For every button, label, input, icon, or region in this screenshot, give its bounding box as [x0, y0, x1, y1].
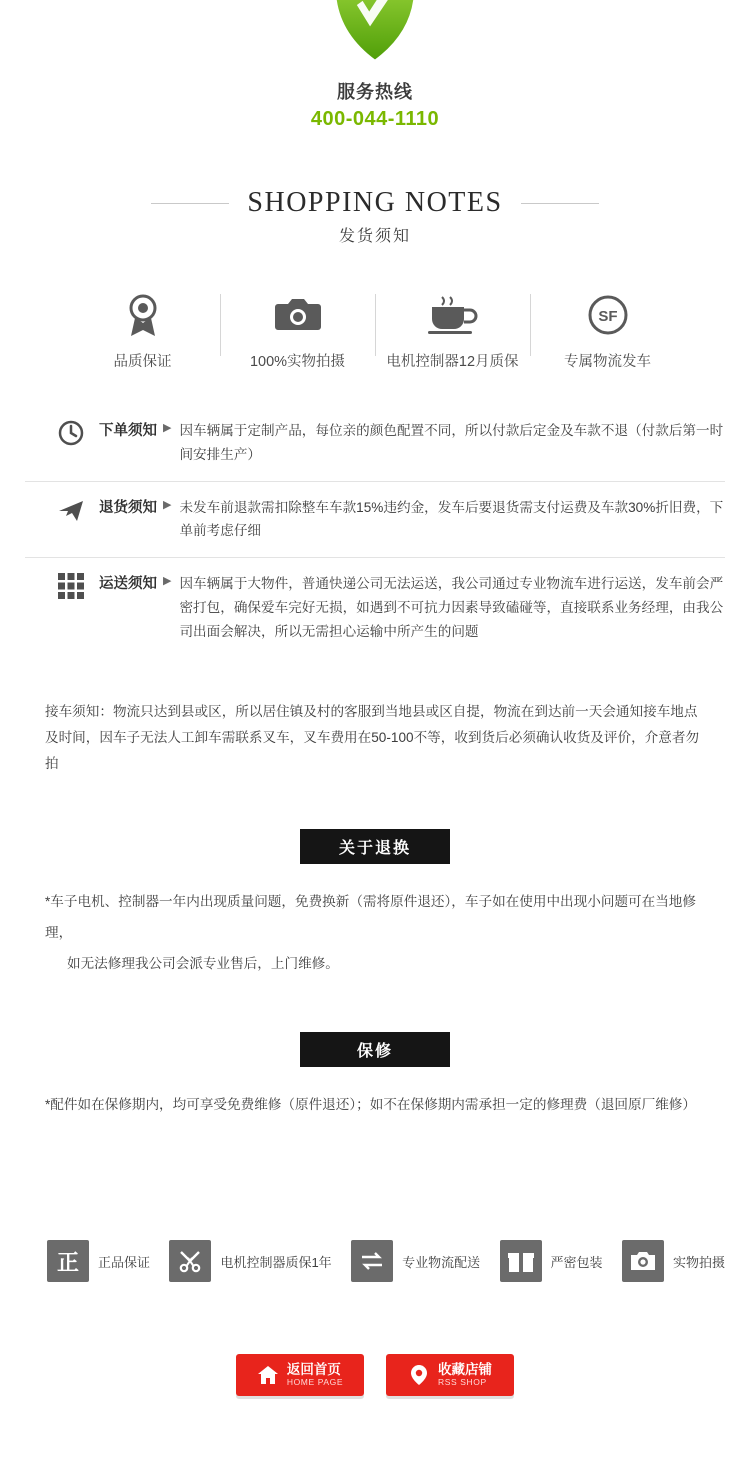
- notice-list: [25, 405, 725, 657]
- exchange-line-1: *车子电机、控制器一年内出现质量问题，免费换新（需将原件退还），车子如在使用中出现小问题可在当地修理，: [45, 893, 696, 941]
- badge-label: 严密包装: [550, 1254, 603, 1270]
- notice-shipping: [25, 558, 725, 657]
- sf-express-icon: [536, 292, 679, 338]
- camera-icon: [226, 292, 369, 338]
- location-pin-icon: [408, 1364, 430, 1386]
- badge-genuine: [47, 1240, 150, 1282]
- feature-label: 100%实物拍摄: [249, 354, 346, 370]
- airplane-icon: [51, 496, 91, 523]
- feature-motor-warranty: [375, 292, 530, 371]
- medal-icon: [71, 292, 214, 338]
- zheng-seal-icon: 正: [47, 1240, 89, 1282]
- feature-label: 专属物流发车: [564, 354, 651, 370]
- badge-label: 电机控制器质保1年: [220, 1254, 332, 1270]
- notice-text: 未发车前退款需扣除整车车款15%违约金，发车后要退货需支付运费及车款30%折旧费，下单前考虑仔细: [179, 499, 724, 539]
- badge-label: 专业物流配送: [402, 1254, 481, 1270]
- notice-order: [25, 405, 725, 482]
- notice-text: 因车辆属于大物件，普通快递公司无法运送，我公司通过专业物流车进行运送，发车前会严密打包，确保爱车完好无损，如遇到不可抗力因素导致磕碰等，直接联系业务经理，由我公司出面会解决，所以无需担心运输中所产生的问题: [179, 576, 724, 639]
- warranty-banner: 保修: [300, 1032, 450, 1067]
- shield-icon: [320, 0, 430, 66]
- feature-label: 电机控制器12月质保: [386, 354, 519, 370]
- feature-list: [65, 292, 685, 371]
- hotline-block: [0, 0, 750, 131]
- badge-real-photo: [622, 1240, 725, 1282]
- exchange-banner: 关于退换: [300, 829, 450, 864]
- warranty-text: [45, 1089, 705, 1120]
- tools-icon: [169, 1240, 211, 1282]
- divider-right: [521, 203, 599, 204]
- shipping-arrows-icon: [351, 1240, 393, 1282]
- favorite-shop-label-en: RSS SHOP: [438, 1376, 487, 1387]
- notice-arrow-icon: ▶: [163, 422, 172, 434]
- home-page-button[interactable]: [236, 1354, 364, 1396]
- favorite-shop-button[interactable]: [386, 1354, 514, 1396]
- badge-label: 实物拍摄: [672, 1254, 725, 1270]
- shopping-notes-title-cn: 发货须知: [338, 228, 411, 245]
- shopping-notes-heading: [0, 187, 750, 246]
- notice-label: 下单须知: [99, 423, 157, 439]
- favorite-shop-label-cn: 收藏店铺: [438, 1362, 492, 1378]
- notice-arrow-icon: ▶: [163, 575, 172, 588]
- pickup-notice: 接车须知：物流只达到县或区，所以居住镇及村的客服到当地县或区自提，物流在到达前一天会通知接车地点及时间，因车子无法人工卸车需联系叉车，叉车费用在50-100不等，收到货后必须确认收货及评价，介意者勿拍: [45, 704, 700, 772]
- notice-text: 因车辆属于定制产品，每位亲的颜色配置不同，所以付款后定金及车款不退（付款后第一时间安排生产）: [179, 423, 724, 462]
- grid-icon: [51, 572, 91, 599]
- photo-camera-icon: [622, 1240, 664, 1282]
- clock-icon: [51, 419, 91, 446]
- home-icon: [257, 1364, 279, 1386]
- feature-quality: [65, 292, 220, 371]
- badge-list: [25, 1240, 725, 1282]
- home-page-label-en: HOME PAGE: [286, 1376, 344, 1387]
- badge-packaging: [500, 1240, 603, 1282]
- shopping-notes-title-en: SHOPPING NOTES: [247, 187, 503, 218]
- feature-real-photo: [220, 292, 375, 371]
- notice-label: 运送须知: [99, 576, 157, 593]
- divider-left: [151, 203, 229, 204]
- notice-arrow-icon: ▶: [163, 498, 172, 511]
- svg-text:SF: SF: [597, 308, 618, 325]
- feature-label: 品质保证: [113, 354, 172, 370]
- hotline-number: 400-044-1110: [310, 108, 440, 130]
- footer-buttons: [0, 1354, 750, 1466]
- badge-motor-warranty: [169, 1240, 331, 1282]
- notice-return: [25, 482, 725, 559]
- exchange-text: [45, 886, 705, 980]
- home-page-label-cn: 返回首页: [286, 1362, 341, 1378]
- notice-label: 退货须知: [99, 499, 157, 516]
- hotline-label: 服务热线: [337, 82, 413, 102]
- exchange-line-2: 如无法修理我公司会派专业售后，上门维修。: [67, 956, 339, 972]
- coffee-cup-icon: [381, 292, 524, 338]
- badge-label: 正品保证: [98, 1254, 151, 1270]
- feature-logistics: [530, 292, 685, 371]
- badge-logistics: [351, 1240, 480, 1282]
- warranty-line-1: *配件如在保修期内，均可享受免费维修（原件退还）；如不在保修期内需承担一定的修理费（退回原厂维修）: [45, 1096, 696, 1112]
- gift-box-icon: [500, 1240, 542, 1282]
